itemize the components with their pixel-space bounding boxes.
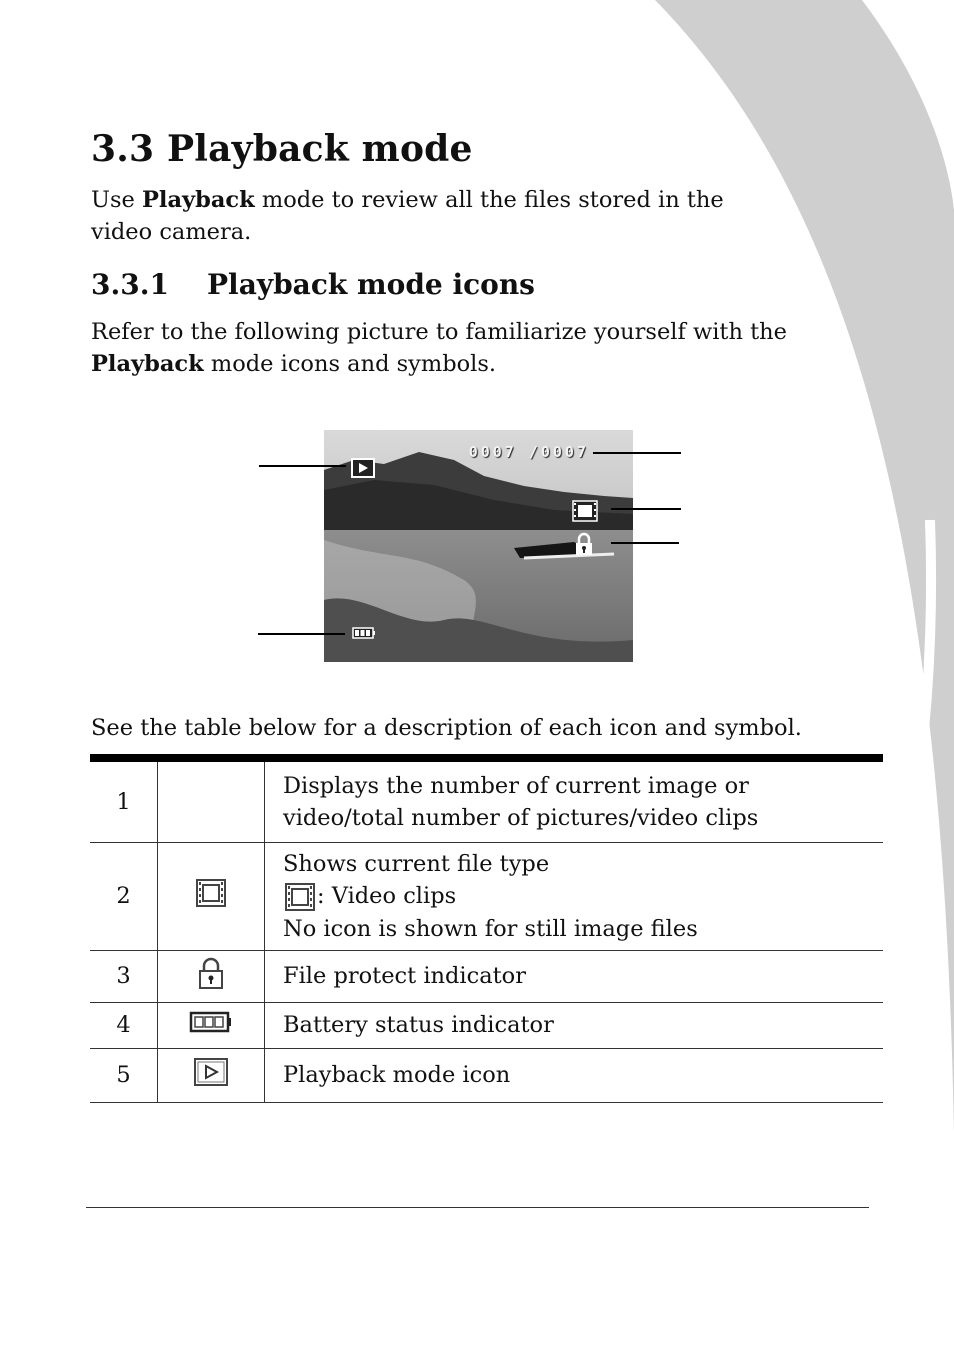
refer-bold-term: Playback bbox=[91, 351, 204, 377]
row-number: 5 bbox=[90, 1048, 158, 1102]
table-row bbox=[90, 1002, 883, 1048]
description-inline-text: : Video clips bbox=[317, 882, 457, 909]
battery-icon bbox=[352, 627, 376, 639]
table-row bbox=[90, 950, 883, 1002]
film-icon bbox=[283, 881, 317, 913]
intro-text-start: Use bbox=[91, 187, 142, 213]
row-number: 4 bbox=[90, 1002, 158, 1048]
row-number: 3 bbox=[90, 950, 158, 1002]
description-line: Shows current file type bbox=[283, 850, 550, 877]
refer-paragraph bbox=[91, 316, 791, 380]
row-number: 1 bbox=[90, 762, 158, 842]
refer-text-end: mode icons and symbols. bbox=[203, 351, 497, 377]
table-row bbox=[90, 842, 883, 950]
description-line: video/total number of pictures/video clips bbox=[283, 804, 759, 831]
intro-paragraph bbox=[91, 184, 791, 248]
row-icon-cell bbox=[158, 950, 265, 1002]
playback-screen-photo bbox=[324, 430, 633, 662]
battery-icon bbox=[189, 1010, 233, 1034]
row-icon-cell bbox=[158, 1002, 265, 1048]
intro-text-end: mode to review all the files stored in the video camera. bbox=[91, 187, 724, 245]
film-icon bbox=[572, 500, 598, 522]
row-description: File protect indicator bbox=[265, 950, 884, 1002]
footer-rule bbox=[86, 1207, 869, 1208]
description-line bbox=[283, 880, 883, 913]
refer-text-start: Refer to the following picture to familiarize yourself with the bbox=[91, 319, 787, 345]
page-title: 3.3 Playback mode bbox=[91, 128, 473, 170]
table-top-rule bbox=[90, 754, 883, 762]
icon-table bbox=[90, 754, 883, 1103]
row-description: Playback mode icon bbox=[265, 1048, 884, 1102]
lock-icon bbox=[574, 532, 594, 556]
description-line: Displays the number of current image or bbox=[283, 772, 749, 799]
row-description: Battery status indicator bbox=[265, 1002, 884, 1048]
row-description bbox=[265, 762, 884, 842]
table-row bbox=[90, 1048, 883, 1102]
film-icon bbox=[195, 877, 227, 909]
subsection-label: Playback mode icons bbox=[207, 268, 535, 301]
table-rule-cell bbox=[90, 754, 883, 762]
description-line: No icon is shown for still image files bbox=[283, 915, 698, 942]
row-number: 2 bbox=[90, 842, 158, 950]
row-icon-cell bbox=[158, 842, 265, 950]
row-icon-cell bbox=[158, 1048, 265, 1102]
playback-icon bbox=[193, 1057, 229, 1087]
row-icon-cell-empty bbox=[158, 762, 265, 842]
table-intro: See the table below for a description of each icon and symbol. bbox=[91, 715, 802, 741]
row-description bbox=[265, 842, 884, 950]
image-counter: 0007 /0007 bbox=[468, 443, 589, 461]
playback-icon bbox=[351, 458, 375, 478]
lock-icon bbox=[197, 956, 225, 990]
intro-bold-term: Playback bbox=[141, 187, 255, 213]
subsection-title bbox=[91, 268, 535, 301]
subsection-number: 3.3.1 bbox=[91, 268, 169, 301]
table-row bbox=[90, 762, 883, 842]
